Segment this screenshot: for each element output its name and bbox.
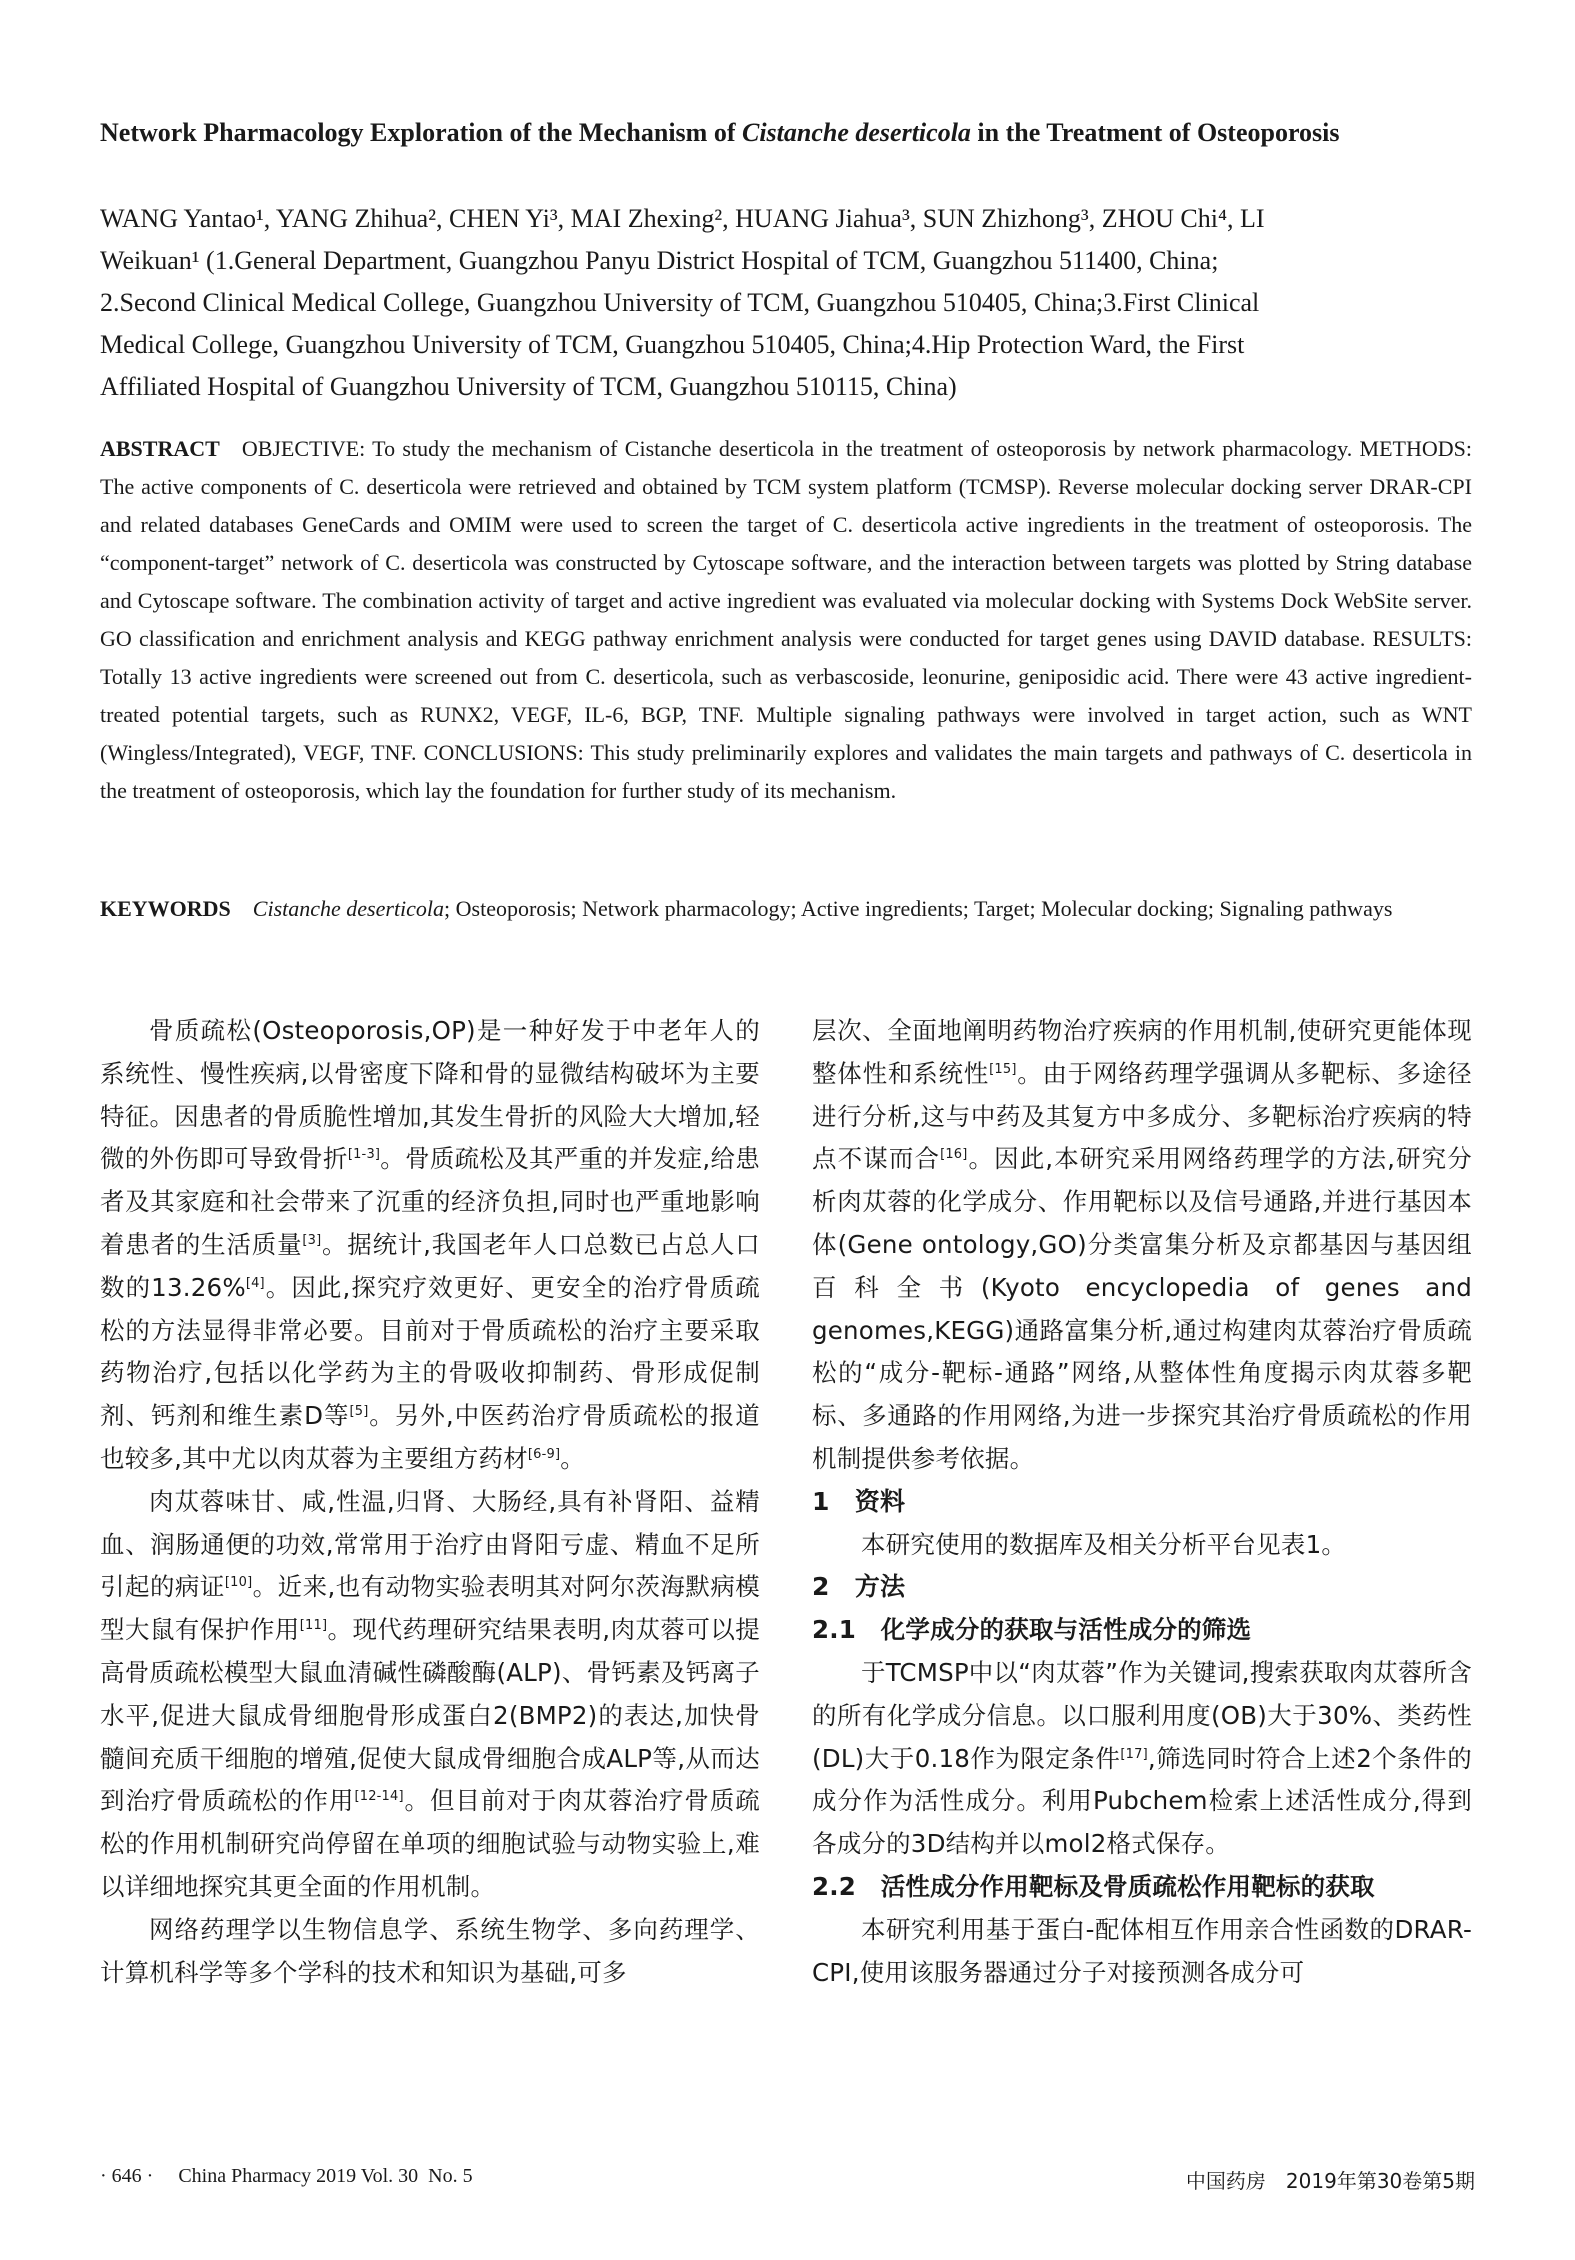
abstract-text: OBJECTIVE: To study the mechanism of Cistanche deserticola in the treatment of osteoporosis by network pharmacology. METHODS: The active components of C. deserticola were retrieved and obtained by TCM system platform (TCMSP). Reverse molecular docking server DRAR-CPI and related databases GeneCards and OMIM were used to screen the target of C. deserticola active ingredients in the treatment of osteoporosis. The “component-target” network of C. deserticola was constructed by Cytoscape software, and the interaction between targets was plotted by String database and Cytoscape software. The combination activity of target and active ingredient was evaluated via molecular docking with Systems Dock WebSite server. GO classification and enrichment analysis and KEGG pathway enrichment analysis were conducted for target genes using DAVID database. RESULTS: Totally 13 active ingredients were screened out from C. deserticola, such as verbascoside, leonurine, geniposidic acid. There were 43 active ingredient-treated potential targets, such as RUNX2, VEGF, IL-6, BGP, TNF. Multiple signaling pathways were involved in target action, such as WNT (Wingless/Integrated), VEGF, TNF. CONCLUSIONS: This study preliminarily explores and validates the main targets and pathways of C. deserticola in the treatment of osteoporosis, which lay the foundation for further study of its mechanism. <box>100 436 1472 803</box>
body-right-column <box>812 1010 1472 1994</box>
keywords-label: KEYWORDS <box>100 896 231 921</box>
citation-ref: [5] <box>349 1404 369 1420</box>
authors-line-4: Medical College, Guangzhou University of TCM, Guangzhou 510405, China;4.Hip Protection Ward, the First <box>100 330 1245 359</box>
footer-journal-en: · 646 · China Pharmacy 2019 Vol. 30 No. 5 <box>100 2165 473 2187</box>
authors-line-3: 2.Second Clinical Medical College, Guangzhou University of TCM, Guangzhou 510405, China;3.First Clinical <box>100 288 1260 317</box>
author-affiliations <box>100 198 1472 408</box>
section-heading-methods: 2 方法 <box>812 1572 906 1602</box>
keywords-rest: ; Osteoporosis; Network pharmacology; Active ingredients; Target; Molecular docking; Signaling pathways <box>444 896 1393 921</box>
body-paragraph: 本研究使用的数据库及相关分析平台见表1。 <box>861 1529 1347 1559</box>
authors-line-1: WANG Yantao¹, YANG Zhihua², CHEN Yi³, MAI Zhexing², HUANG Jiahua³, SUN Zhizhong³, ZHOU Chi⁴, LI <box>100 204 1265 233</box>
keywords-species: Cistanche deserticola <box>252 896 445 921</box>
citation-ref: [4] <box>245 1275 265 1291</box>
keywords <box>100 890 1472 928</box>
article-title: Network Pharmacology Exploration of the Mechanism of Cistanche deserticola in the Treatment of Osteoporosis <box>100 118 1340 147</box>
body-paragraph: 骨质疏松(Osteoporosis,OP)是一种好发于中老年人的系统性、慢性疾病,以骨密度下降和骨的显微结构破坏为主要特征。因患者的骨质脆性增加,其发生骨折的风险大大增加,轻微的外伤即可导致骨折[1-3]。骨质疏松及其严重的并发症,给患者及其家庭和社会带来了沉重的经济负担,同时也严重地影响着患者的生活质量[3]。据统计,我国老年人口总数已占总人口数的13.26%[4]。因此,探究疗效更好、更安全的治疗骨质疏松的方法显得非常必要。目前对于骨质疏松的治疗主要采取药物治疗,包括以化学药为主的骨吸收抑制药、骨形成促制剂、钙剂和维生素D等[5]。另外,中医药治疗骨质疏松的报道也较多,其中尤以肉苁蓉为主要组方药材[6-9]。 <box>100 1016 760 1473</box>
body-paragraph: 层次、全面地阐明药物治疗疾病的作用机制,使研究更能体现整体性和系统性[15]。由于网络药理学强调从多靶标、多途径进行分析,这与中药及其复方中多成分、多靶标治疗疾病的特点不谋而合[16]。因此,本研究采用网络药理学的方法,研究分析肉苁蓉的化学成分、作用靶标以及信号通路,并进行基因本体(Gene ontology,GO)分类富集分析及京都基因与基因组百科全书(Kyoto encyclopedia of genes and genomes,KEGG)通路富集分析,通过构建肉苁蓉治疗骨质疏松的“成分-靶标-通路”网络,从整体性角度揭示肉苁蓉多靶标、多通路的作用网络,为进一步探究其治疗骨质疏松的作用机制提供参考依据。 <box>812 1016 1472 1473</box>
citation-ref: [11] <box>299 1618 328 1633</box>
title-species: Cistanche deserticola <box>741 118 971 147</box>
body-paragraph: 于TCMSP中以“肉苁蓉”作为关键词,搜索获取肉苁蓉所含的所有化学成分信息。以口服利用度(OB)大于30%、类药性(DL)大于0.18作为限定条件[17],筛选同时符合上述2个条件的成分作为活性成分。利用Pubchem检索上述活性成分,得到各成分的3D结构并以mol2格式保存。 <box>812 1657 1472 1859</box>
citation-ref: [15] <box>989 1061 1017 1077</box>
section-heading-materials: 1 资料 <box>812 1486 906 1516</box>
abstract <box>100 430 1472 810</box>
subsection-heading-2-2: 2.2 活性成分作用靶标及骨质疏松作用靶标的获取 <box>812 1871 1375 1901</box>
body-paragraph: 本研究利用基于蛋白-配体相互作用亲合性函数的DRAR-CPI,使用该服务器通过分子对接预测各成分可 <box>812 1914 1472 1987</box>
authors-line-5: Affiliated Hospital of Guangzhou University of TCM, Guangzhou 510115, China) <box>100 372 957 401</box>
citation-ref: [1-3] <box>347 1147 381 1163</box>
citation-ref: [17] <box>1120 1746 1148 1762</box>
body-paragraph: 网络药理学以生物信息学、系统生物学、多向药理学、计算机科学等多个学科的技术和知识为基础,可多 <box>100 1914 760 1987</box>
citation-ref: [12-14] <box>354 1789 404 1805</box>
citation-ref: [6-9] <box>527 1446 561 1462</box>
citation-ref: [3] <box>302 1232 322 1248</box>
body-paragraph: 肉苁蓉味甘、咸,性温,归肾、大肠经,具有补肾阳、益精血、润肠通便的功效,常常用于治疗由肾阳亏虚、精血不足所引起的病证[10]。近来,也有动物实验表明其对阿尔茨海默病模型大鼠有保护作用[11]。现代药理研究结果表明,肉苁蓉可以提高骨质疏松模型大鼠血清碱性磷酸酶(ALP)、骨钙素及钙离子水平,促进大鼠成骨细胞骨形成蛋白2(BMP2)的表达,加快骨髓间充质干细胞的增殖,促使大鼠成骨细胞合成ALP等,从而达到治疗骨质疏松的作用[12-14]。但目前对于肉苁蓉治疗骨质疏松的作用机制研究尚停留在单项的细胞试验与动物实验上,难以详细地探究其更全面的作用机制。 <box>100 1486 760 1901</box>
subsection-heading-2-1: 2.1 化学成分的获取与活性成分的筛选 <box>812 1615 1252 1645</box>
footer-journal-zh: 中国药房 2019年第30卷第5期 <box>1185 2169 1475 2193</box>
citation-ref: [10] <box>224 1575 253 1591</box>
authors-line-2: Weikuan¹ (1.General Department, Guangzhou Panyu District Hospital of TCM, Guangzhou 511400, China; <box>100 246 1219 275</box>
citation-ref: [16] <box>940 1147 968 1163</box>
body-left-column <box>100 1010 760 1994</box>
abstract-label: ABSTRACT <box>100 436 220 461</box>
